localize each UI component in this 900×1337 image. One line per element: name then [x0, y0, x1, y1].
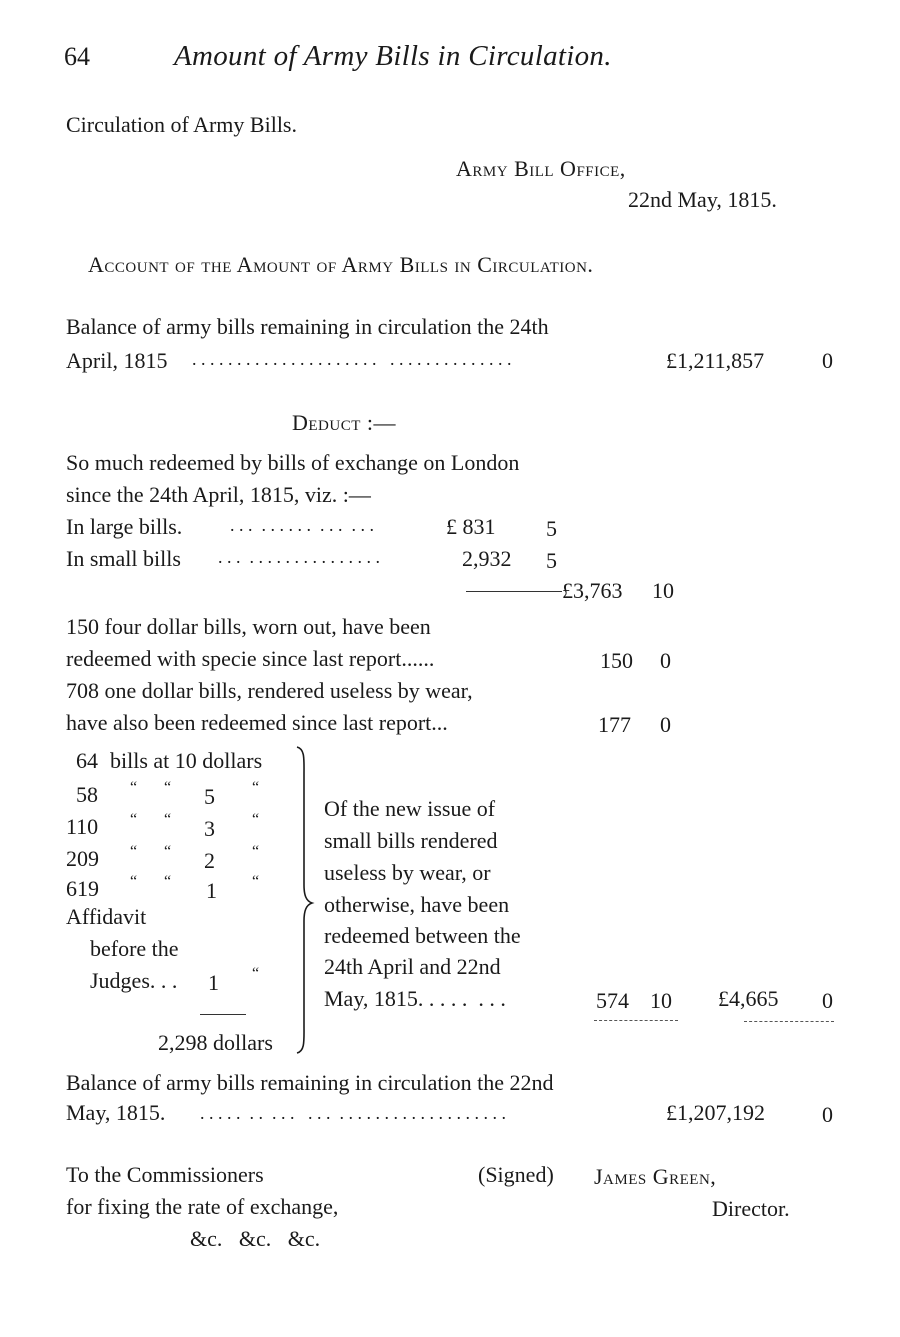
description-line: redeemed between the	[324, 923, 521, 948]
ditto-mark: “	[164, 843, 172, 860]
large-bills-leader: . . . . . . . . . . . . . . .	[230, 515, 374, 535]
description-line: 24th April and 22nd	[324, 954, 501, 979]
breakdown-denomination: 2	[204, 848, 215, 873]
column-rule	[594, 1020, 678, 1021]
description-line: useless by wear, or	[324, 860, 491, 885]
closing-balance-leader: . . . . . . . . . . . . . . . . . . . . . . . . . . . . . . . .	[200, 1103, 506, 1123]
four-dollar-shillings: 0	[660, 648, 671, 673]
affidavit-line1: Affidavit	[66, 904, 147, 929]
breakdown-denomination: 1	[208, 970, 219, 995]
total-deducted-pounds: £4,665	[718, 986, 779, 1011]
office-date: 22nd May, 1815.	[628, 187, 777, 212]
account-title: Account of the Amount of Army Bills in Circulation.	[88, 252, 594, 277]
breakdown-count: 110	[66, 814, 99, 839]
subtotal-rule	[466, 591, 562, 592]
new-issue-shillings: 10	[650, 988, 672, 1013]
dollars-total-rule	[200, 1014, 246, 1015]
four-dollar-pounds: 150	[600, 648, 633, 673]
office-name: Army Bill Office,	[456, 156, 626, 181]
one-dollar-shillings: 0	[660, 712, 671, 737]
description-line: small bills rendered	[324, 828, 498, 853]
addressee-line3: &c. &c. &c.	[190, 1226, 321, 1251]
breakdown-text: bills at 10 dollars	[110, 748, 263, 773]
closing-balance-pounds: £1,207,192	[666, 1100, 765, 1125]
one-dollar-line1: 708 one dollar bills, rendered useless by wear,	[66, 678, 473, 703]
ditto-mark: “	[252, 843, 260, 860]
four-dollar-line1: 150 four dollar bills, worn out, have been	[66, 614, 431, 639]
signatory-name: James Green,	[594, 1164, 717, 1189]
ditto-mark: “	[130, 843, 138, 860]
signed-label: (Signed)	[478, 1162, 554, 1187]
ditto-mark: “	[164, 873, 172, 890]
opening-balance-line1: Balance of army bills remaining in circulation the 24th	[66, 314, 549, 339]
large-bills-label: In large bills.	[66, 514, 183, 539]
breakdown-count: 58	[76, 782, 98, 807]
closing-balance-line1: Balance of army bills remaining in circulation the 22nd	[66, 1070, 554, 1095]
closing-balance-line2: May, 1815.	[66, 1100, 166, 1125]
small-bills-leader: . . . . . . . . . . . . . . . . . .	[218, 547, 380, 567]
opening-balance-pounds: £1,211,857	[666, 348, 765, 373]
opening-balance-shillings: 0	[822, 348, 833, 373]
exchange-line1: So much redeemed by bills of exchange on London	[66, 450, 520, 475]
breakdown-count: 209	[66, 846, 99, 871]
deduct-heading: Deduct :—	[292, 410, 396, 435]
addressee-line1: To the Commissioners	[66, 1162, 264, 1187]
page-number: 64	[64, 42, 90, 71]
right-brace	[295, 745, 315, 1055]
small-bills-shillings: 5	[546, 548, 557, 573]
small-bills-label: In small bills	[66, 546, 181, 571]
ditto-mark: “	[164, 779, 172, 796]
exchange-line2: since the 24th April, 1815, viz. :—	[66, 482, 371, 507]
breakdown-count: 64	[76, 748, 98, 773]
running-title: Amount of Army Bills in Circulation.	[174, 40, 612, 72]
exchange-subtotal-shillings: 10	[652, 578, 674, 603]
affidavit-line3: Judges. . .	[90, 968, 178, 993]
ditto-mark: “	[252, 965, 260, 982]
ditto-mark: “	[252, 873, 260, 890]
total-rule	[744, 1021, 834, 1022]
large-bills-pounds: £ 831	[446, 514, 496, 539]
breakdown-denomination: 1	[206, 878, 217, 903]
ditto-mark: “	[130, 873, 138, 890]
total-deducted-shillings: 0	[822, 988, 833, 1013]
four-dollar-line2: redeemed with specie since last report......	[66, 646, 435, 671]
section-heading: Circulation of Army Bills.	[66, 112, 297, 137]
closing-balance-shillings: 0	[822, 1102, 833, 1127]
opening-balance-leader: . . . . . . . . . . . . . . . . . . . . . . . . . . . . . . . . . . .	[192, 349, 512, 369]
ditto-mark: “	[252, 779, 260, 796]
large-bills-shillings: 5	[546, 516, 557, 541]
ditto-mark: “	[130, 779, 138, 796]
new-issue-pounds: 574	[596, 988, 629, 1013]
total-dollars: 2,298 dollars	[158, 1030, 273, 1055]
one-dollar-line2: have also been redeemed since last report...	[66, 710, 448, 735]
ditto-mark: “	[252, 811, 260, 828]
opening-balance-line2: April, 1815	[66, 348, 168, 373]
addressee-line2: for fixing the rate of exchange,	[66, 1194, 339, 1219]
exchange-subtotal-pounds: £3,763	[562, 578, 623, 603]
breakdown-denomination: 5	[204, 784, 215, 809]
small-bills-pounds: 2,932	[462, 546, 512, 571]
one-dollar-pounds: 177	[598, 712, 631, 737]
breakdown-count: 619	[66, 876, 99, 901]
affidavit-line2: before the	[90, 936, 179, 961]
breakdown-denomination: 3	[204, 816, 215, 841]
description-line: otherwise, have been	[324, 892, 510, 917]
description-line: Of the new issue of	[324, 796, 496, 821]
signatory-title: Director.	[712, 1196, 790, 1221]
ditto-mark: “	[130, 811, 138, 828]
description-line: May, 1815. . . . . . . .	[324, 986, 506, 1011]
ditto-mark: “	[164, 811, 172, 828]
